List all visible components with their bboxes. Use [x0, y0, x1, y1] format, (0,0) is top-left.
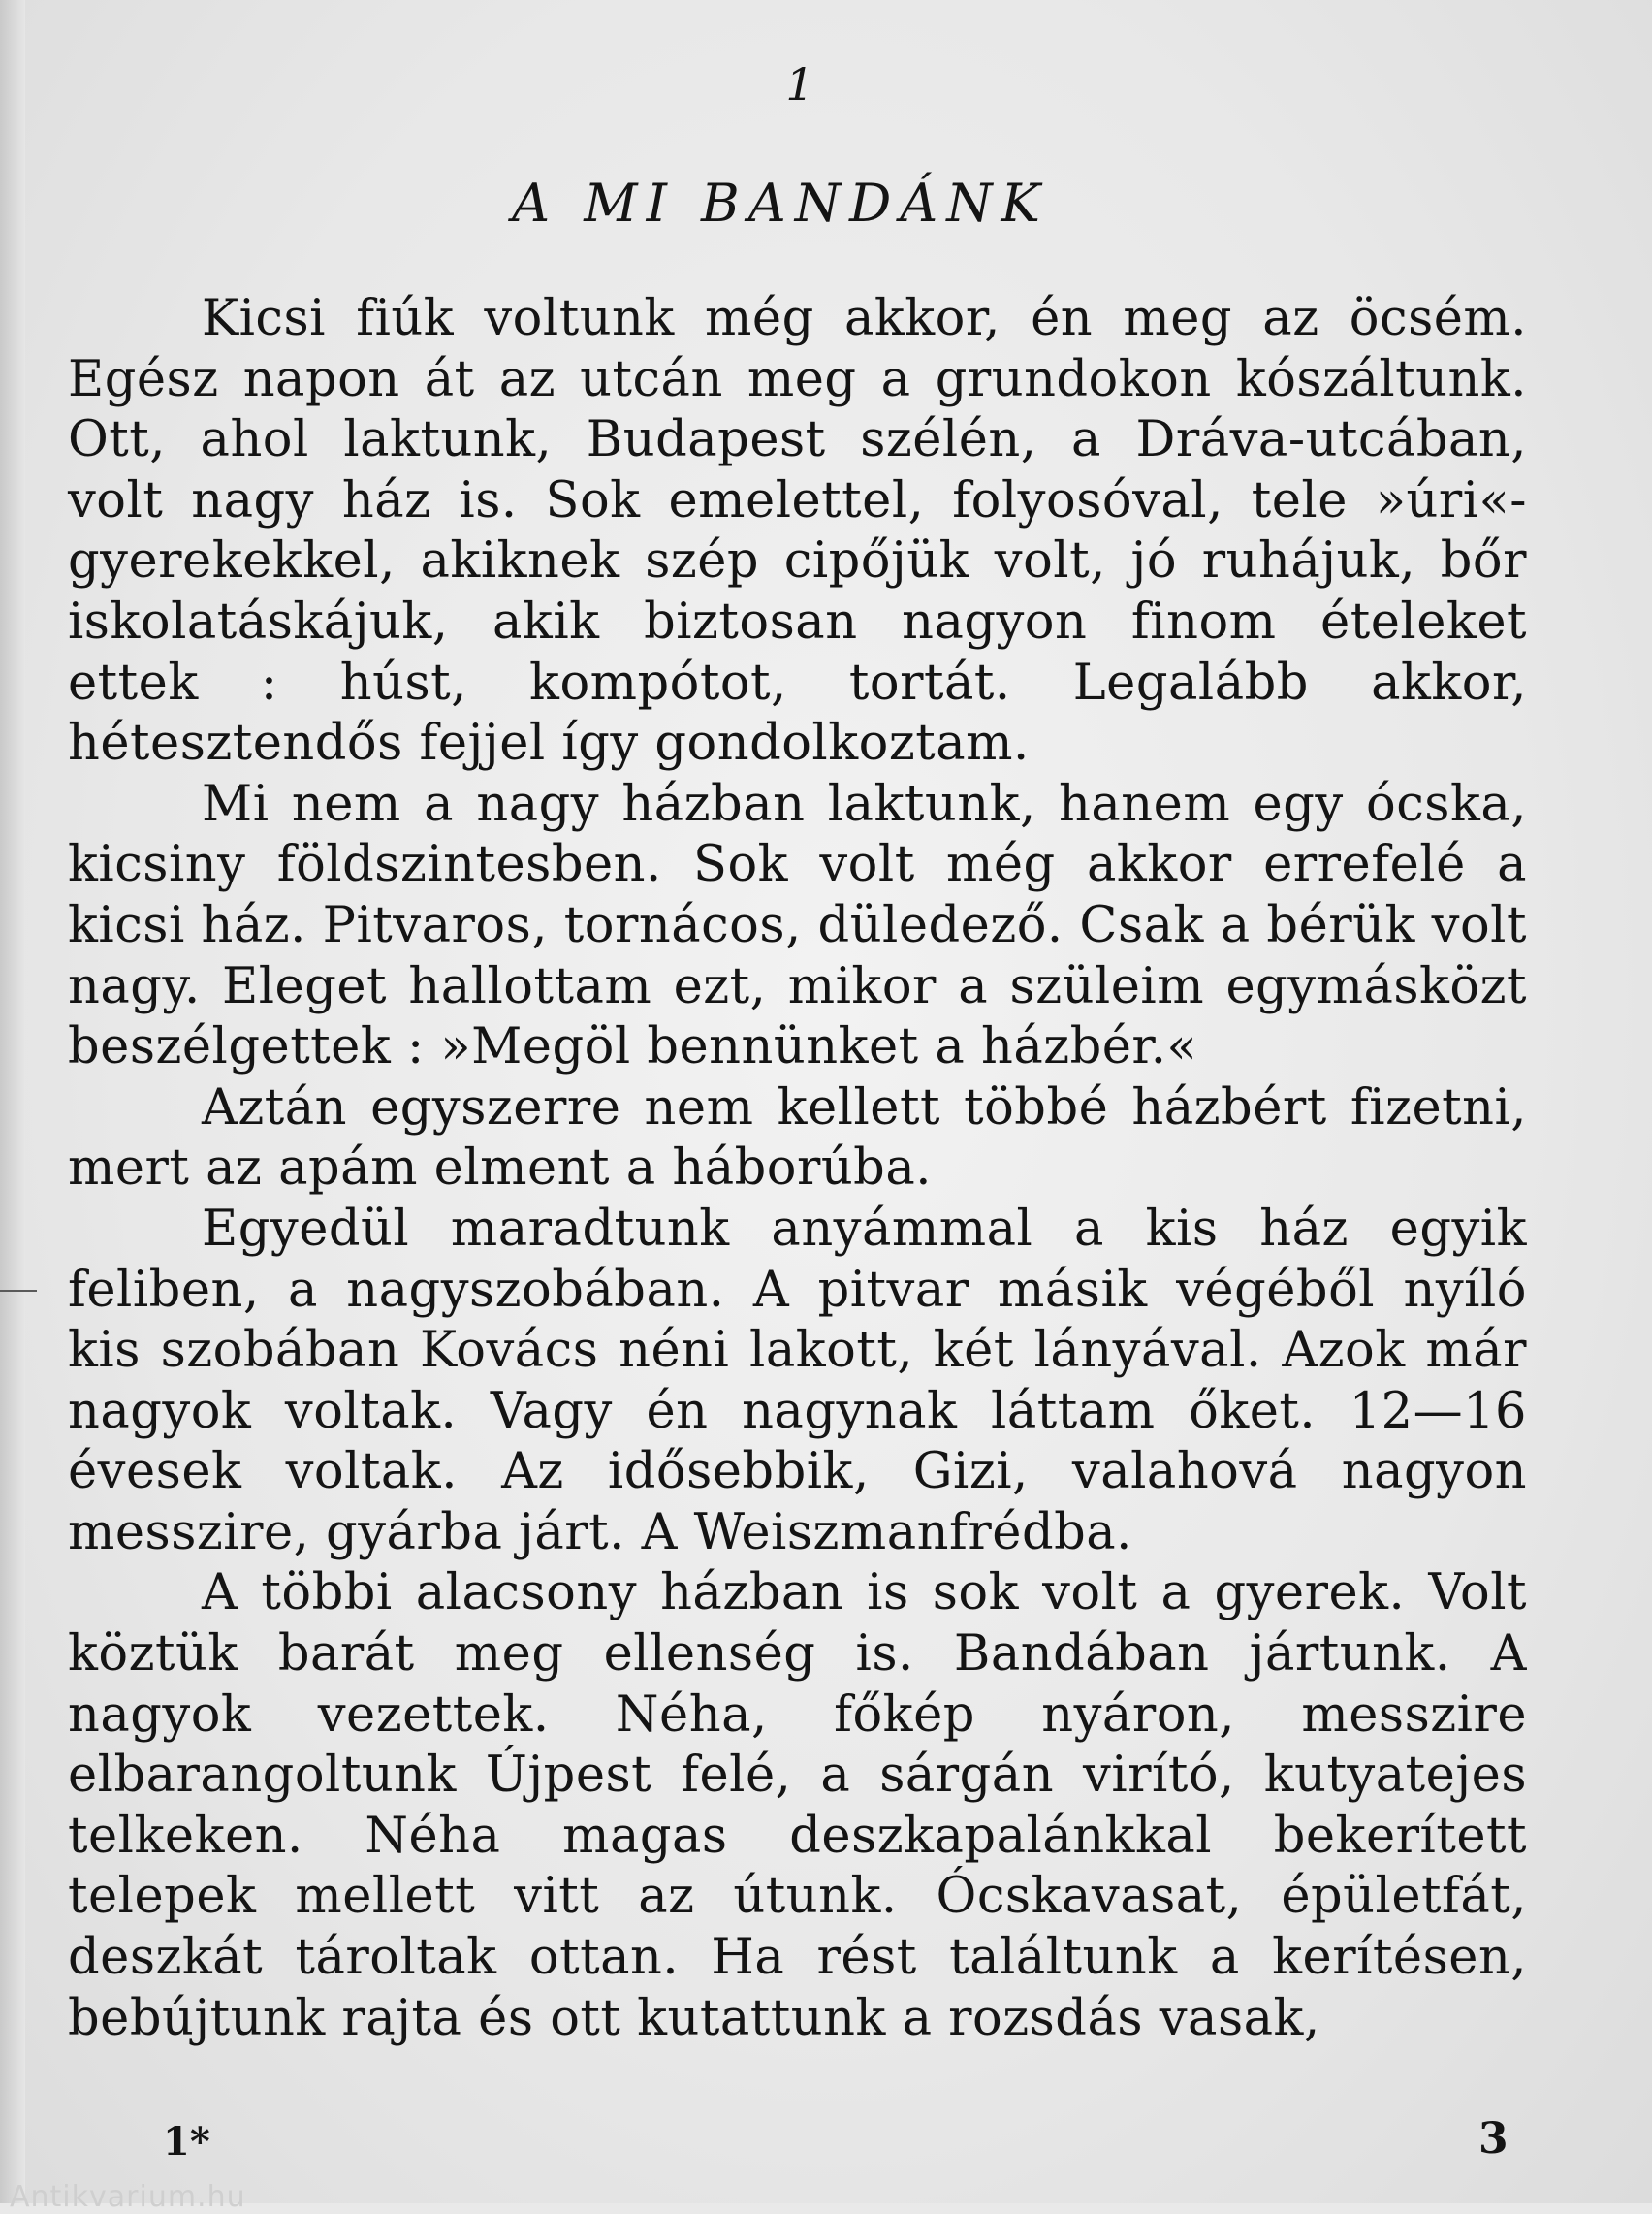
paragraph-2: Mi nem a nagy házban laktunk, hanem egy ócska, kicsiny földszintesben. Sok volt még akkor errefelé a kicsi ház. Pitvaros, tornácos, düledező. Csak a bérük volt nagy. Eleget hallottam ezt, mikor a szüleim egymásközt beszélgettek : »Megöl bennünket a házbér.« — [68, 775, 1527, 1076]
margin-mark — [0, 1290, 37, 1292]
chapter-title: A MI BANDÁNK — [512, 173, 1049, 234]
body-text — [68, 289, 1527, 2049]
paragraph-5: A többi alacsony házban is sok volt a gyerek. Volt köztük barát meg ellenség is. Bandában jártunk. A nagyok vezettek. Néha, főkép nyáron, messzire elbarangoltunk Újpest felé, a sárgán virító, kutyatejes telkeken. Néha magas deszkapalánkkal bekerített telepek mellett vitt az útunk. Ócskavasat, épületfát, deszkát tároltak ottan. Ha rést találtunk a kerítésen, bebújtunk rajta és ott kutattunk a rozsdás vasak, — [68, 1564, 1527, 2047]
signature-mark: 1* — [163, 2119, 210, 2165]
paragraph-4: Egyedül maradtunk anyámmal a kis ház egyik feliben, a nagyszobában. A pitvar másik végéből nyíló kis szobában Kovács néni lakott, két lányával. Azok már nagyok voltak. Vagy én nagynak láttam őket. 12—16 évesek voltak. Az idősebbik, Gizi, valahová nagyon messzire, gyárba járt. A Weiszmanfrédba. — [68, 1200, 1527, 1561]
paragraph-1: Kicsi fiúk voltunk még akkor, én meg az öcsém. Egész napon át az utcán meg a grundokon kószáltunk. Ott, ahol laktunk, Budapest szélén, a Dráva-utcában, volt nagy ház is. Sok emelettel, folyosóval, tele »úri«-gyerekekkel, akiknek szép cipőjük volt, jó ruhájuk, bőr iskolatáskájuk, akik biztosan nagyon finom ételeket ettek : húst, kompótot, tortát. Legalább akkor, hétesztendős fejjel így gondolkoztam. — [68, 290, 1527, 773]
watermark: Antikvarium.hu — [10, 2180, 246, 2214]
page-left-edge-shadow — [0, 0, 25, 2203]
chapter-number: 1 — [785, 58, 814, 111]
page-number: 3 — [1478, 2114, 1509, 2164]
paragraph-3: Aztán egyszerre nem kellett többé házbért fizetni, mert az apám elment a háborúba. — [68, 1078, 1527, 1198]
